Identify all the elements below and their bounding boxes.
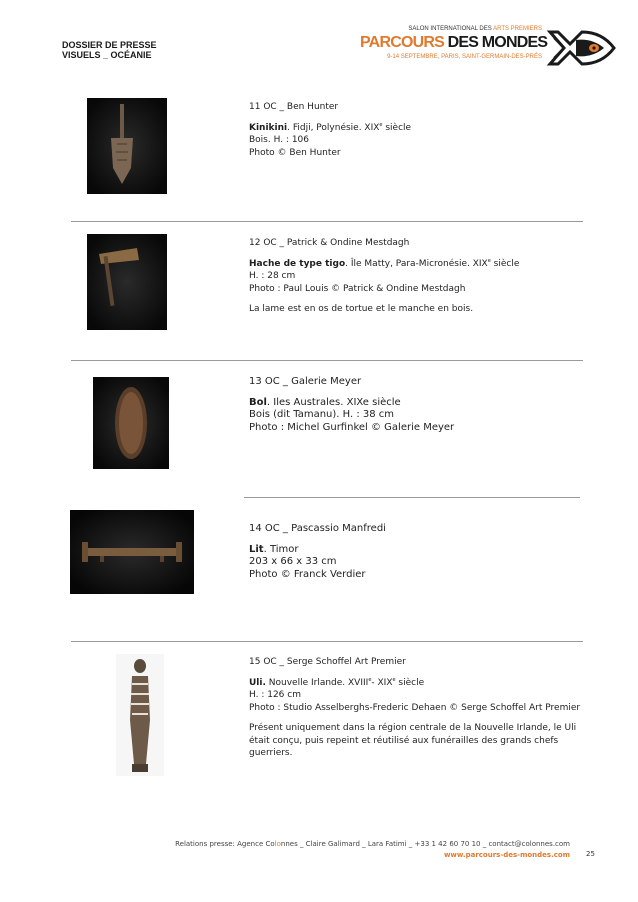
photo-credit: Photo : Michel Gurfinkel © Galerie Meyer bbox=[249, 421, 455, 433]
page-number: 25 bbox=[586, 850, 595, 858]
bowl-image-icon bbox=[93, 377, 169, 469]
object-origin: . Timor bbox=[263, 543, 299, 555]
section-divider bbox=[244, 497, 580, 498]
entry-heading: 11 OC _ Ben Hunter bbox=[249, 102, 339, 112]
object-name: Kinikini bbox=[249, 122, 288, 133]
logo-dates: 9-14 SEPTEMBRE, PARIS, SAINT-GERMAIN-DES-PRÉS bbox=[387, 54, 542, 60]
logo-top-text: SALON INTERNATIONAL DES bbox=[408, 26, 494, 32]
logo-main-parcours: PARCOURS bbox=[360, 34, 448, 51]
statue-image-icon bbox=[116, 654, 164, 776]
photo-hache-tigo bbox=[87, 234, 167, 330]
page-footer bbox=[140, 839, 570, 861]
object-name: Uli. bbox=[249, 677, 266, 688]
object-dimensions: 203 x 66 x 33 cm bbox=[249, 556, 337, 567]
entry-heading: 12 OC _ Patrick & Ondine Mestdagh bbox=[249, 238, 410, 248]
parcours-des-mondes-logo bbox=[360, 20, 622, 80]
axe-image-icon bbox=[87, 234, 167, 330]
catalogue-entry-12 bbox=[249, 237, 589, 316]
object-origin: . Île Matty, Para-Micronésie. XIX bbox=[345, 258, 488, 269]
website-link[interactable]: www.parcours-des-mondes.com bbox=[443, 851, 570, 859]
century-word: siècle bbox=[490, 258, 520, 269]
century-word: siècle bbox=[395, 677, 425, 688]
catalogue-entry-15 bbox=[249, 656, 589, 760]
object-name: Lit bbox=[249, 543, 264, 555]
catalogue-entry-11 bbox=[249, 101, 589, 159]
object-dimensions: H. : 126 cm bbox=[249, 690, 301, 700]
entry-heading: 15 OC _ Serge Schoffel Art Premier bbox=[249, 657, 406, 667]
object-origin: . Iles Australes. XIXe siècle bbox=[266, 396, 401, 408]
object-dimensions: H. : 28 cm bbox=[249, 271, 296, 281]
object-origin: Nouvelle Irlande. XVIII bbox=[265, 677, 369, 688]
catalogue-entry-14 bbox=[249, 523, 589, 581]
object-name: Hache de type tigo bbox=[249, 258, 346, 269]
photo-kinikini bbox=[87, 98, 167, 194]
photo-uli bbox=[116, 654, 164, 776]
tribal-fish-emblem-icon bbox=[546, 24, 618, 72]
object-name: Bol bbox=[249, 396, 267, 408]
photo-credit: Photo © Franck Verdier bbox=[249, 568, 366, 580]
century-suffix: e bbox=[379, 121, 383, 128]
logo-main-mondes: DES MONDES bbox=[447, 34, 548, 51]
photo-credit: Photo : Studio Asselberghs-Frederic Dehaen © Serge Schoffel Art Premier bbox=[249, 702, 581, 713]
century-word: siècle bbox=[382, 122, 412, 133]
header-subtitle: VISUELS _ OCÉANIE bbox=[62, 50, 152, 60]
section-divider bbox=[71, 641, 583, 642]
object-origin: . Fidji, Polynésie. XIX bbox=[287, 122, 380, 133]
object-note: La lame est en os de tortue et le manche en bois. bbox=[249, 304, 474, 314]
section-divider bbox=[71, 221, 583, 222]
document-header bbox=[62, 40, 157, 60]
century-suffix: e bbox=[368, 676, 372, 683]
century-suffix-2: e bbox=[392, 676, 396, 683]
photo-credit: Photo : Paul Louis © Patrick & Ondine Mestdagh bbox=[249, 283, 466, 294]
photo-credit: Photo © Ben Hunter bbox=[249, 147, 341, 158]
club-image-icon bbox=[87, 98, 167, 194]
entry-heading: 14 OC _ Pascassio Manfredi bbox=[249, 523, 386, 534]
photo-bol bbox=[93, 377, 169, 469]
object-dimensions: Bois. H. : 106 bbox=[249, 135, 309, 145]
bed-image-icon bbox=[70, 510, 194, 594]
century-suffix: e bbox=[487, 257, 491, 264]
object-note: Présent uniquement dans la région centrale de la Nouvelle Irlande, le Uli était conçu, puis repeint et réutilisé aux funérailles des grands chefs guerriers. bbox=[249, 723, 577, 758]
press-contact: Relations presse: Agence Colonnes _ Claire Galimard _ Lara Fatimi _ +33 1 42 60 70 10 _ contact@colonnes.com bbox=[175, 840, 570, 848]
object-dimensions: Bois (dit Tamanu). H. : 38 cm bbox=[249, 409, 395, 420]
section-divider bbox=[71, 360, 583, 361]
photo-lit bbox=[70, 510, 194, 594]
logo-top-accent: ARTS PREMIERS bbox=[493, 26, 542, 32]
catalogue-entry-13 bbox=[249, 376, 589, 434]
century-range: - XIX bbox=[371, 677, 393, 688]
header-title: DOSSIER DE PRESSE bbox=[62, 40, 157, 50]
entry-heading: 13 OC _ Galerie Meyer bbox=[249, 376, 362, 387]
